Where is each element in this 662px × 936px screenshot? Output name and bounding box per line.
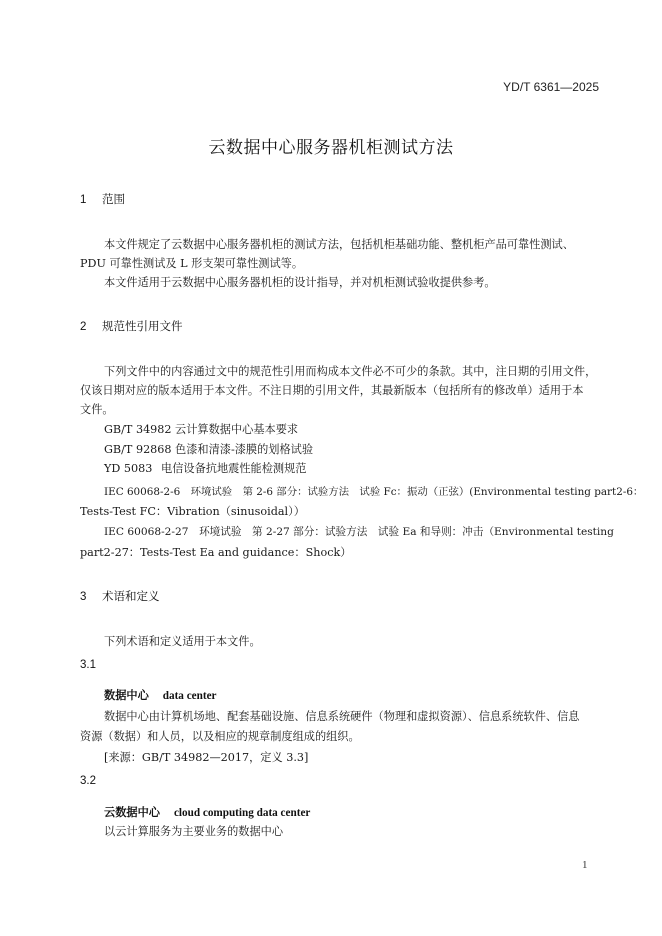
reference-item xyxy=(104,460,306,477)
reference-iec-60068-2-6-line1: IEC 60068-2-6 环境试验 第 2-6 部分：试验方法 试验 Fc：振动（正弦）(Environmental testing part2-6： xyxy=(104,486,644,498)
section-2-heading xyxy=(80,318,183,334)
reference-iec-60068-2-27-line1: IEC 60068-2-27 环境试验 第 2-27 部分：试验方法 试验 Ea 和导则：冲击（Environmental testing xyxy=(104,526,614,538)
section-1-para1-line1: 本文件规定了云数据中心服务器机柜的测试方法，包括机柜基础功能、整机柜产品可靠性测试、 xyxy=(104,238,574,251)
section-1-heading xyxy=(80,191,125,207)
reference-title: 电信设备抗地震性能检测规范 xyxy=(161,462,307,475)
reference-title: 云计算数据中心基本要求 xyxy=(175,423,299,436)
section-2-title: 规范性引用文件 xyxy=(102,319,183,333)
section-2-intro-line1: 下列文件中的内容通过文中的规范性引用而构成本文件必不可少的条款。其中，注日期的引用文件， xyxy=(104,365,597,378)
section-3-intro: 下列术语和定义适用于本文件。 xyxy=(104,635,261,648)
reference-title: 色漆和清漆-漆膜的划格试验 xyxy=(175,443,314,456)
term-3-2-cn: 云数据中心 xyxy=(104,806,160,819)
section-3-number: 3 xyxy=(80,591,87,603)
term-3-1-number: 3.1 xyxy=(80,659,96,671)
term-3-2-number: 3.2 xyxy=(80,775,96,787)
section-1-title: 范围 xyxy=(102,192,125,206)
term-3-1-source: [来源：GB/T 34982—2017，定义 3.3] xyxy=(104,751,309,764)
reference-iec-60068-2-27-line2: part2-27：Tests-Test Ea and guidance：Shock） xyxy=(80,546,352,559)
reference-item xyxy=(104,441,313,458)
term-3-1-definition-line1: 数据中心由计算机场地、配套基础设施、信息系统硬件（物理和虚拟资源）、信息系统软件、信息 xyxy=(104,710,580,723)
term-3-2-heading xyxy=(104,804,310,820)
term-3-1-cn: 数据中心 xyxy=(104,689,149,702)
reference-item xyxy=(104,421,298,438)
term-3-2-definition: 以云计算服务为主要业务的数据中心 xyxy=(104,825,284,838)
reference-code: GB/T 34982 xyxy=(104,423,172,436)
page-number: 1 xyxy=(582,859,588,871)
reference-code: GB/T 92868 xyxy=(104,443,172,456)
term-3-2-en: cloud computing data center xyxy=(173,807,311,819)
standard-number: YD/T 6361—2025 xyxy=(503,80,599,94)
term-3-1-heading xyxy=(104,687,217,703)
term-3-1-en: data center xyxy=(162,690,217,702)
reference-code: YD 5083 xyxy=(104,462,153,475)
document-title: 云数据中心服务器机柜测试方法 xyxy=(208,138,454,158)
section-2-intro-line3: 文件。 xyxy=(80,403,114,416)
section-2-intro-line2: 仅该日期对应的版本适用于本文件。不注日期的引用文件，其最新版本（包括所有的修改单）适用于本 xyxy=(80,384,584,397)
section-1-number: 1 xyxy=(80,194,87,206)
section-2-number: 2 xyxy=(80,321,87,333)
section-3-title: 术语和定义 xyxy=(102,589,160,603)
section-1-para1-line2: PDU 可靠性测试及 L 形支架可靠性测试等。 xyxy=(80,257,304,270)
section-1-para2: 本文件适用于云数据中心服务器机柜的设计指导，并对机柜测试验收提供参考。 xyxy=(104,276,496,289)
section-3-heading xyxy=(80,588,160,604)
term-3-1-definition-line2: 资源（数据）和人员，以及相应的规章制度组成的组织。 xyxy=(80,730,360,743)
reference-iec-60068-2-6-line2: Tests-Test FC：Vibration（sinusoidal）） xyxy=(80,505,305,518)
